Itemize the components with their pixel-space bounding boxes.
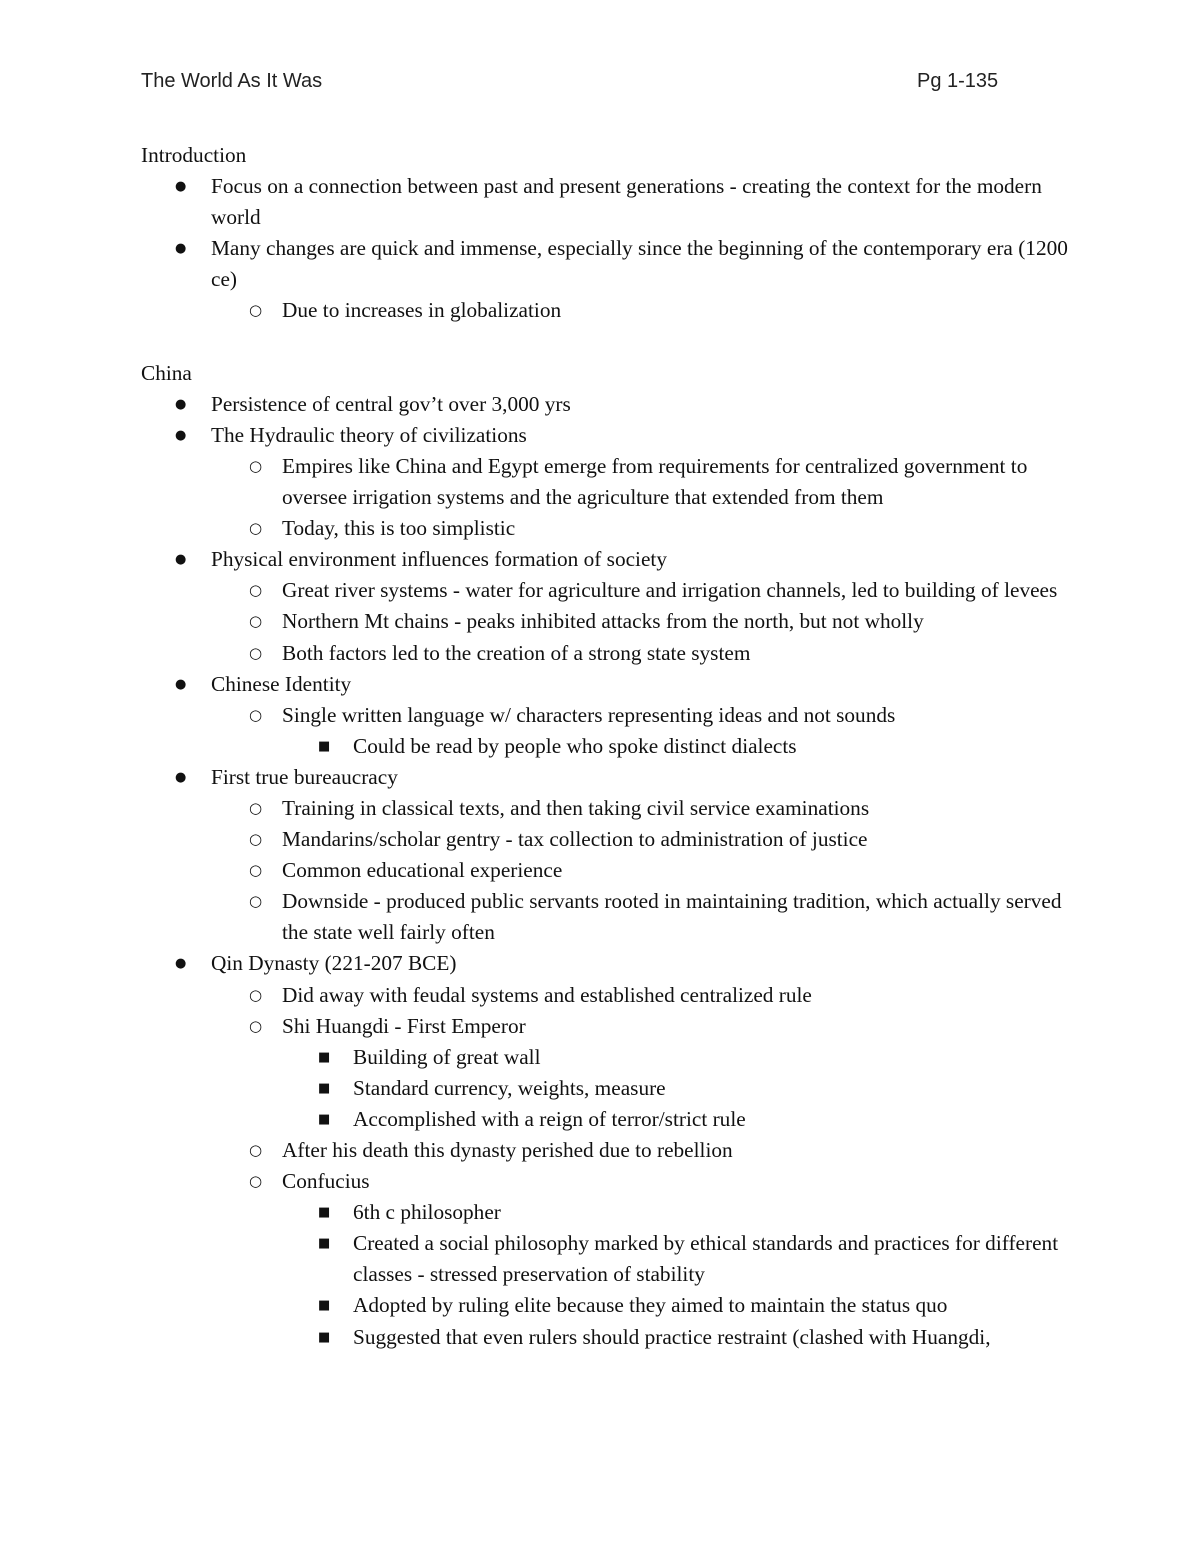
bullet-marker-icon: ● bbox=[175, 241, 187, 257]
bullet-marker-icon: ○ bbox=[249, 1172, 263, 1191]
bullet-marker-icon: ■ bbox=[318, 1111, 331, 1127]
bullet-list-level-2 bbox=[249, 575, 1071, 668]
list-item bbox=[249, 980, 1071, 1011]
document-body bbox=[141, 140, 1071, 1353]
list-item-text: Empires like China and Egypt emerge from requirements for centralized government to oversee irrigation systems and the agriculture that extended from them bbox=[282, 453, 1028, 510]
bullet-marker-icon: ■ bbox=[318, 1298, 331, 1314]
list-item-text: First true bureaucracy bbox=[211, 764, 398, 789]
list-item-text: Both factors led to the creation of a strong state system bbox=[282, 640, 751, 665]
document-title: The World As It Was bbox=[141, 70, 323, 92]
bullet-marker-icon: ○ bbox=[249, 798, 263, 817]
section-heading: Introduction bbox=[141, 143, 247, 167]
section-heading: China bbox=[141, 360, 192, 385]
list-item-text: 6th c philosopher bbox=[353, 1200, 501, 1225]
bullet-marker-icon: ● bbox=[175, 552, 187, 568]
bullet-marker-icon: ■ bbox=[318, 1049, 331, 1065]
list-item bbox=[318, 1073, 1071, 1104]
list-item bbox=[249, 1135, 1071, 1166]
list-item-text: Downside - produced public servants rooted in maintaining tradition, which actually served the state well fairly often bbox=[282, 889, 1062, 945]
bullet-marker-icon: ■ bbox=[318, 1080, 331, 1096]
list-item-text: Confucius bbox=[282, 1169, 370, 1194]
bullet-list-level-3 bbox=[318, 1197, 1071, 1352]
bullet-marker-icon: ○ bbox=[249, 861, 263, 880]
list-item-text: The Hydraulic theory of civilizations bbox=[211, 422, 527, 447]
list-item bbox=[175, 948, 1071, 1352]
list-item bbox=[318, 1290, 1071, 1321]
bullet-list-level-2 bbox=[249, 451, 1071, 544]
list-item-text: Single written language w/ characters representing ideas and not sounds bbox=[282, 702, 896, 727]
list-item-text: Building of great wall bbox=[353, 1044, 541, 1069]
list-item bbox=[318, 1322, 1071, 1353]
list-item-text: Physical environment influences formation of society bbox=[211, 547, 667, 572]
bullet-marker-icon: ○ bbox=[249, 705, 263, 724]
list-item-text: Suggested that even rulers should practice restraint (clashed with Huangdi, bbox=[353, 1324, 991, 1349]
bullet-list-level-2 bbox=[249, 980, 1071, 1353]
list-item-text: Could be read by people who spoke distinct dialects bbox=[353, 733, 797, 758]
list-item bbox=[175, 233, 1071, 326]
page-range: Pg 1-135 bbox=[917, 70, 999, 92]
list-item bbox=[249, 793, 1071, 824]
list-item bbox=[249, 855, 1071, 886]
bullet-list-level-2 bbox=[249, 700, 1071, 762]
bullet-marker-icon: ■ bbox=[318, 738, 331, 754]
bullet-marker-icon: ● bbox=[175, 769, 187, 785]
section-spacer bbox=[141, 327, 1071, 358]
list-item bbox=[249, 606, 1071, 637]
list-item-text: Today, this is too simplistic bbox=[282, 516, 516, 541]
list-item bbox=[249, 700, 1071, 762]
list-item-text: Training in classical texts, and then taking civil service examinations bbox=[282, 795, 870, 820]
list-item-text: Shi Huangdi - First Emperor bbox=[282, 1013, 526, 1038]
list-item bbox=[175, 389, 1071, 420]
list-item bbox=[318, 731, 1071, 762]
list-item bbox=[175, 762, 1071, 949]
list-item-text: Due to increases in globalization bbox=[282, 298, 562, 323]
bullet-list-level-2 bbox=[249, 295, 1071, 326]
bullet-list-level-3 bbox=[318, 731, 1071, 762]
list-item-text: Common educational experience bbox=[282, 858, 563, 883]
bullet-marker-icon: ■ bbox=[318, 1236, 331, 1252]
list-item bbox=[175, 420, 1071, 544]
bullet-list-level-3 bbox=[318, 1042, 1071, 1135]
bullet-marker-icon: ○ bbox=[249, 456, 263, 475]
list-item bbox=[318, 1197, 1071, 1228]
list-item-text: Mandarins/scholar gentry - tax collection to administration of justice bbox=[282, 827, 868, 852]
bullet-marker-icon: ○ bbox=[249, 643, 263, 662]
bullet-marker-icon: ○ bbox=[249, 892, 263, 911]
list-item-text: Focus on a connection between past and present generations - creating the context for the modern world bbox=[211, 174, 1042, 230]
bullet-marker-icon: ● bbox=[175, 427, 187, 443]
bullet-marker-icon: ● bbox=[175, 396, 187, 412]
list-item-text: Standard currency, weights, measure bbox=[353, 1075, 666, 1100]
list-item bbox=[318, 1228, 1071, 1290]
list-item-text: Created a social philosophy marked by ethical standards and practices for different classes - stressed preservation of stability bbox=[353, 1231, 1059, 1287]
list-item bbox=[249, 1166, 1071, 1353]
list-item bbox=[175, 669, 1071, 762]
list-item-text: Persistence of central gov’t over 3,000 yrs bbox=[211, 391, 571, 416]
list-item bbox=[318, 1104, 1071, 1135]
bullet-marker-icon: ○ bbox=[249, 1141, 263, 1159]
list-item-text: Many changes are quick and immense, especially since the beginning of the contemporary era (1200 ce) bbox=[211, 236, 1068, 292]
list-item bbox=[249, 295, 1071, 326]
list-item-text: Chinese Identity bbox=[211, 671, 352, 696]
list-item bbox=[249, 1011, 1071, 1135]
list-item bbox=[249, 513, 1071, 544]
list-item bbox=[175, 171, 1071, 233]
list-item bbox=[249, 451, 1071, 513]
bullet-list-level-1 bbox=[175, 389, 1071, 1353]
bullet-marker-icon: ■ bbox=[318, 1205, 331, 1221]
bullet-marker-icon: ○ bbox=[249, 301, 263, 320]
bullet-marker-icon: ○ bbox=[249, 519, 263, 538]
list-item-text: Adopted by ruling elite because they aimed to maintain the status quo bbox=[353, 1293, 948, 1318]
bullet-marker-icon: ● bbox=[175, 676, 187, 692]
list-item bbox=[249, 638, 1071, 669]
bullet-list-level-2 bbox=[249, 793, 1071, 948]
list-item-text: After his death this dynasty perished due to rebellion bbox=[282, 1138, 733, 1162]
list-item bbox=[175, 544, 1071, 668]
bullet-marker-icon: ● bbox=[175, 956, 187, 972]
list-item bbox=[249, 824, 1071, 855]
list-item bbox=[249, 575, 1071, 606]
bullet-marker-icon: ○ bbox=[249, 1016, 263, 1035]
list-item-text: Northern Mt chains - peaks inhibited attacks from the north, but not wholly bbox=[282, 609, 924, 634]
list-item-text: Did away with feudal systems and established centralized rule bbox=[282, 982, 812, 1007]
bullet-marker-icon: ■ bbox=[318, 1329, 331, 1345]
bullet-marker-icon: ○ bbox=[249, 985, 263, 1004]
list-item-text: Great river systems - water for agriculture and irrigation channels, led to building of levees bbox=[282, 578, 1058, 603]
bullet-marker-icon: ○ bbox=[249, 830, 263, 849]
bullet-marker-icon: ○ bbox=[249, 581, 263, 600]
bullet-list-level-1 bbox=[175, 171, 1071, 326]
list-item bbox=[318, 1042, 1071, 1073]
list-item-text: Qin Dynasty (221-207 BCE) bbox=[211, 951, 457, 976]
list-item-text: Accomplished with a reign of terror/strict rule bbox=[353, 1106, 746, 1131]
list-item bbox=[249, 886, 1071, 948]
bullet-marker-icon: ● bbox=[175, 179, 187, 195]
bullet-marker-icon: ○ bbox=[249, 612, 263, 631]
